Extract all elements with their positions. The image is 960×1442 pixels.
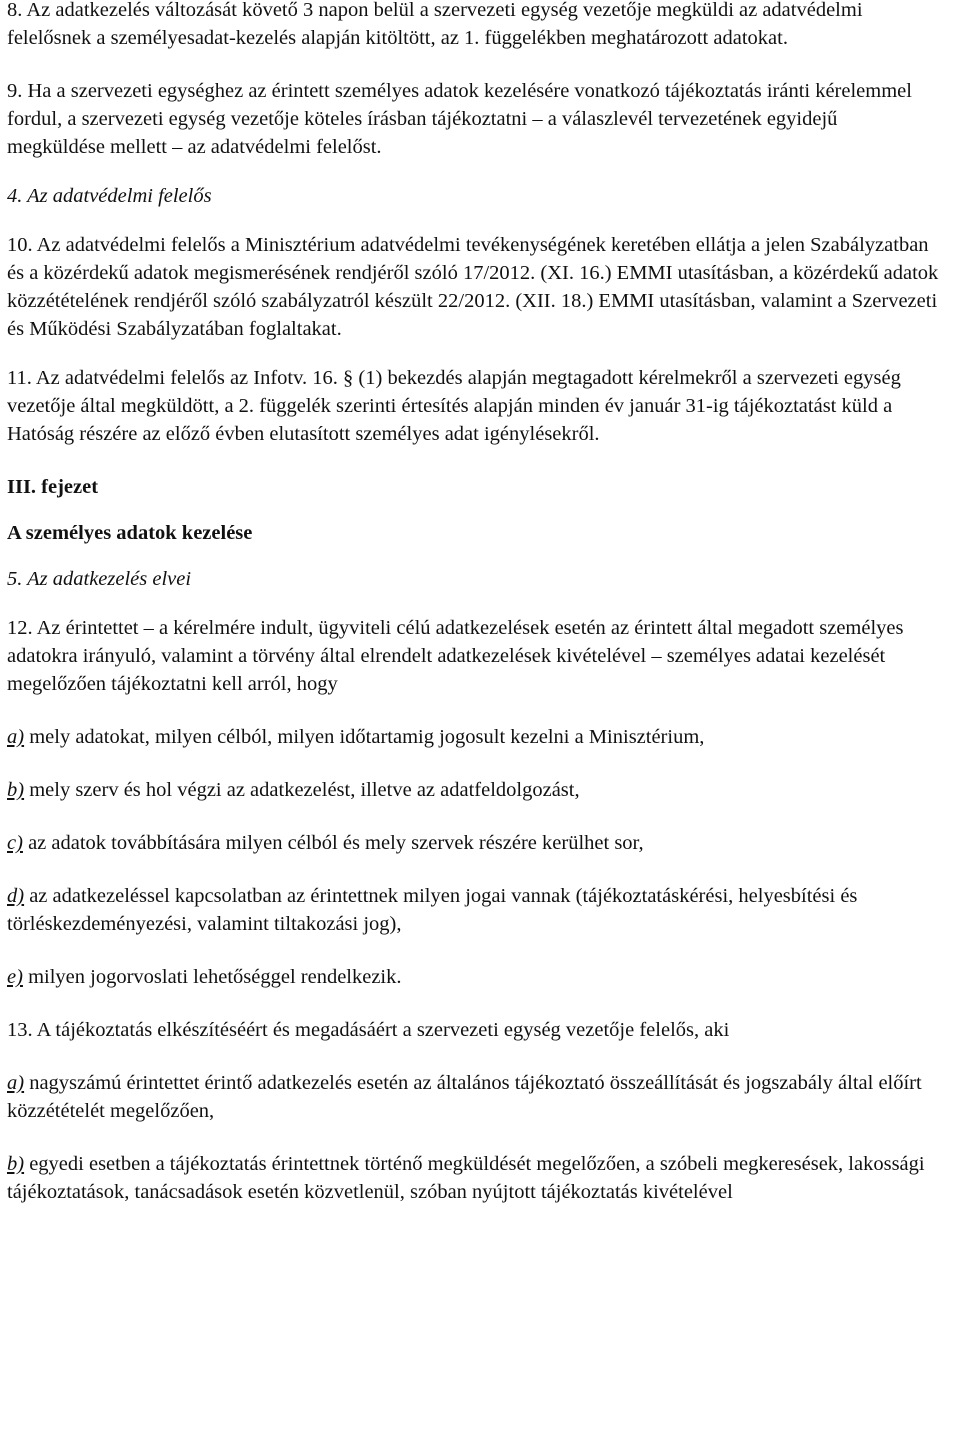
- section-heading-5: 5. Az adatkezelés elvei: [7, 568, 192, 590]
- list-item-label: a): [7, 726, 25, 748]
- list-item-12b: [7, 776, 940, 804]
- paragraph-8: 8. Az adatkezelés változását követő 3 napon belül a szervezeti egység vezetője megküldi az adatvédelmi felelősnek a személyesadat-kezelés alapján kitöltött, az 1. függelékben meghatározott adatokat.: [7, 0, 863, 49]
- paragraph-12: 12. Az érintettet – a kérelmére indult, ügyviteli célú adatkezelések esetén az érintett által megadott személyes adatokra irányuló, valamint a törvény által elrendelt adatkezelések kivételével – személyes adatai kezelését megelőzően tájékoztatni kell arról, hogy: [7, 617, 904, 695]
- list-item-text: az adatok továbbítására milyen célból és mely szervek részére kerülhet sor,: [22, 832, 644, 854]
- list-item-text: nagyszámú érintettet érintő adatkezelés esetén az általános tájékoztató összeállítását és jogszabály által előírt közzétételét megelőzően,: [7, 1072, 922, 1122]
- list-item-13a: [7, 1069, 940, 1125]
- list-item-label: a): [7, 1072, 25, 1094]
- list-item-12d: [7, 882, 940, 938]
- paragraph-13: 13. A tájékoztatás elkészítéséért és megadásáért a szervezeti egység vezetője felelős, aki: [7, 1019, 730, 1041]
- list-item-label: c): [7, 832, 23, 854]
- list-item-text: egyedi esetben a tájékoztatás érintettnek történő megküldését megelőzően, a szóbeli megkeresések, lakossági tájékoztatások, tanácsadások esetén közvetlenül, szóban nyújtott tájékoztatás kivételével: [7, 1153, 925, 1203]
- section-heading-4: 4. Az adatvédelmi felelős: [7, 185, 212, 207]
- list-item-13b: [7, 1150, 940, 1206]
- list-item-label: b): [7, 779, 25, 801]
- list-item-label: d): [7, 885, 25, 907]
- list-item-12c: [7, 829, 940, 857]
- list-item-12e: [7, 963, 940, 991]
- paragraph-11: 11. Az adatvédelmi felelős az Infotv. 16. § (1) bekezdés alapján megtagadott kérelmekről a szervezeti egység vezetője által megküldött, a 2. függelék szerinti értesítés alapján minden év január 31-ig tájékoztatást küld a Hatóság részére az előző évben elutasított személyes adat igénylésekről.: [7, 367, 901, 445]
- list-item-text: milyen jogorvoslati lehetőséggel rendelkezik.: [22, 966, 402, 988]
- list-item-text: az adatkezeléssel kapcsolatban az érintettnek milyen jogai vannak (tájékoztatáskérési, helyesbítési és törléskezdeményezési, valamint tiltakozási jog),: [7, 885, 858, 935]
- paragraph-10: 10. Az adatvédelmi felelős a Minisztérium adatvédelmi tevékenységének keretében ellátja a jelen Szabályzatban és a közérdekű adatok megismerésének rendjéről szóló 17/2012. (XI. 16.) EMMI utasításban, a közérdekű adatok közzétételének rendjéről szóló szabályzatról készült 22/2012. (XII. 18.) EMMI utasításban, valamint a Szervezeti és Működési Szabályzatában foglaltakat.: [7, 234, 939, 340]
- list-item-text: mely adatokat, milyen célból, milyen időtartamig jogosult kezelni a Minisztérium,: [24, 726, 705, 748]
- list-item-text: mely szerv és hol végzi az adatkezelést, illetve az adatfeldolgozást,: [24, 779, 580, 801]
- list-item-label: e): [7, 966, 23, 988]
- chapter-number: III. fejezet: [7, 476, 99, 498]
- paragraph-9: 9. Ha a szervezeti egységhez az érintett személyes adatok kezelésére vonatkozó tájékoztatás iránti kérelemmel fordul, a szervezeti egység vezetője köteles írásban tájékoztatni – a válaszlevél tervezetének egyidejű megküldése mellett – az adatvédelmi felelőst.: [7, 80, 912, 158]
- list-item-label: b): [7, 1153, 25, 1175]
- list-item-12a: [7, 723, 940, 751]
- chapter-title: A személyes adatok kezelése: [7, 522, 253, 544]
